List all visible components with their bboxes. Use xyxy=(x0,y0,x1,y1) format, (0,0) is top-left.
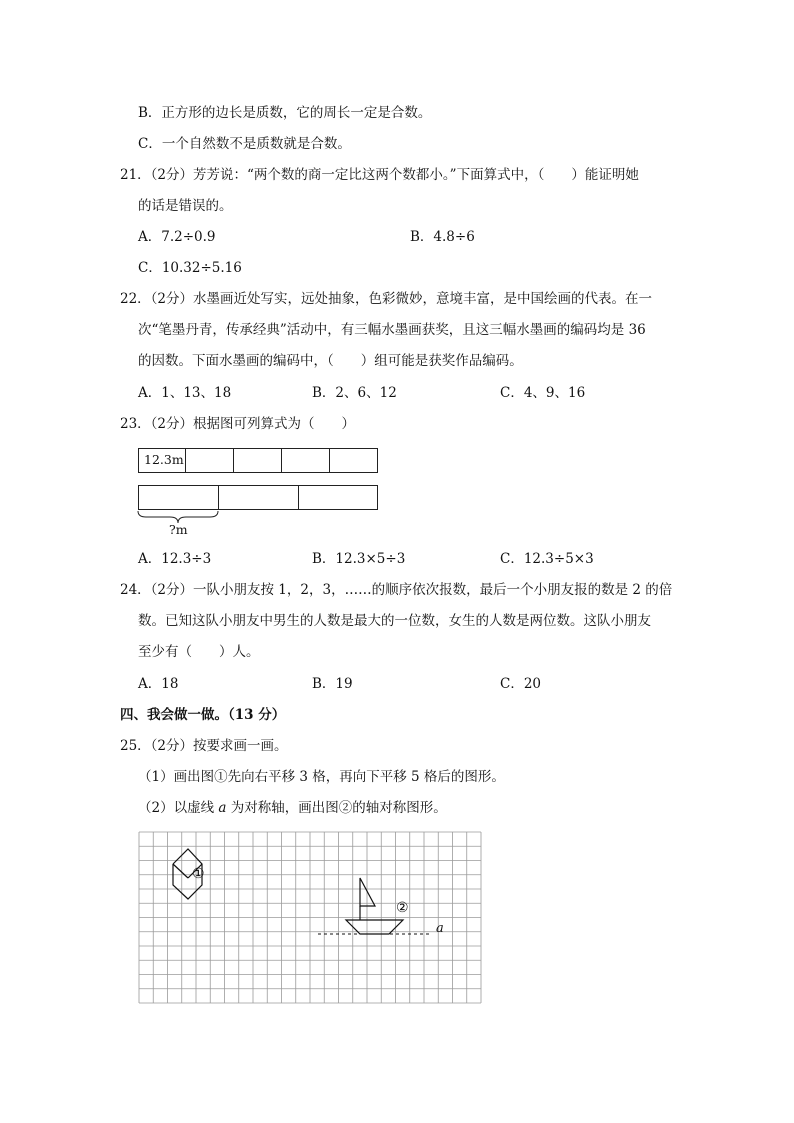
section-4-heading: 四、我会做一做。（13 分） xyxy=(120,707,286,723)
q22-stem-line3: 的因数。下面水墨画的编码中，（ ）组可能是获奖作品编码。 xyxy=(138,353,523,369)
q23-brace-label: ?m xyxy=(169,522,188,537)
q23-top-cell-1: 12.3m xyxy=(138,448,186,473)
q24-option-b: B．19 xyxy=(312,676,353,692)
q23-option-a: A．12.3÷3 xyxy=(138,551,212,567)
figure-2-sail xyxy=(360,878,375,906)
q22-option-c: C．4、9、16 xyxy=(500,385,586,401)
q22-stem-line2: 次“笔墨丹青，传承经典”活动中，有三幅水墨画获奖，且这三幅水墨画的编码均是 36 xyxy=(138,322,646,338)
q21-stem-line1: 21．（2分）芳芳说：“两个数的商一定比这两个数都小。”下面算式中，（ ）能证明她 xyxy=(120,167,639,183)
q23-option-b: B．12.3×5÷3 xyxy=(312,551,406,567)
q24-stem-line1: 24．（2分）一队小朋友按 1，2，3，……的顺序依次报数，最后一个小朋友报的数是 2 的倍 xyxy=(120,582,673,598)
q24-stem-line2: 数。已知这队小朋友中男生的人数是最大的一位数，女生的人数是两位数。这队小朋友 xyxy=(138,613,651,629)
q24-stem-line3: 至少有（ ）人。 xyxy=(138,644,260,660)
q22-option-b: B．2、6、12 xyxy=(312,385,397,401)
q24-option-a: A．18 xyxy=(138,676,179,692)
q21-option-a: A．7.2÷0.9 xyxy=(138,229,216,245)
q25-sub2-var: a xyxy=(218,800,227,816)
q21-option-b: B．4.8÷6 xyxy=(410,229,475,245)
q24-option-c: C．20 xyxy=(500,676,542,692)
q23-stem: 23．（2分）根据图可列算式为（ ） xyxy=(120,416,356,432)
q25-stem: 25．（2分）按要求画一画。 xyxy=(120,738,288,754)
figure-2-label: ② xyxy=(396,900,409,916)
figure-1-inner-v xyxy=(173,864,188,878)
q21-option-c: C．10.32÷5.16 xyxy=(138,260,242,276)
q25-sub2-post: 为对称轴，画出图②的轴对称图形。 xyxy=(226,800,447,816)
q21-stem-line2: 的话是错误的。 xyxy=(138,198,233,214)
q20-option-c: C．一个自然数不是质数就是合数。 xyxy=(138,136,351,152)
axis-a-label: a xyxy=(436,921,444,936)
q20-option-b: B．正方形的边长是质数，它的周长一定是合数。 xyxy=(138,105,432,121)
q25-sub1: （1）画出图①先向右平移 3 格，再向下平移 5 格后的图形。 xyxy=(138,769,505,785)
q25-sub2-pre: （2）以虚线 xyxy=(138,800,219,816)
q22-stem-line1: 22．（2分）水墨画近处写实，远处抽象，色彩微妙，意境丰富，是中国绘画的代表。在一 xyxy=(120,291,653,307)
grid-lines xyxy=(139,832,481,1003)
q23-option-c: C．12.3÷5×3 xyxy=(500,551,594,567)
figure-1-label: ① xyxy=(192,866,205,882)
q22-option-a: A．1、13、18 xyxy=(138,385,232,401)
